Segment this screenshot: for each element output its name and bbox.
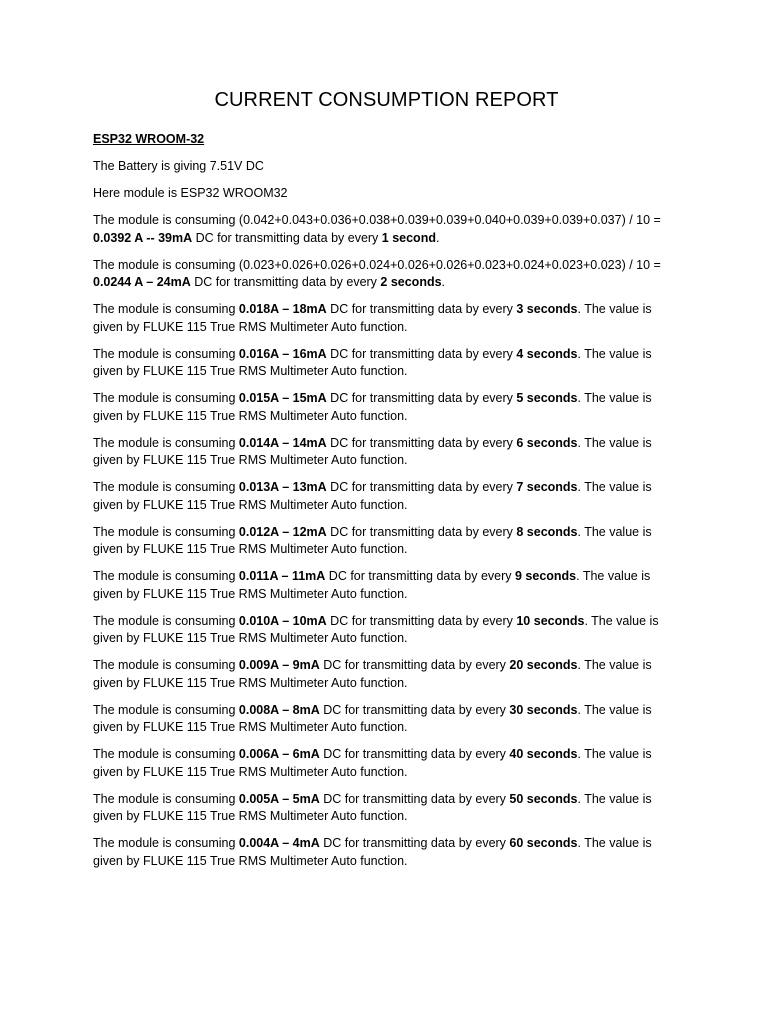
interval-value: 6 seconds — [516, 435, 578, 450]
current-value: 0.016A – 16mA — [238, 346, 327, 361]
current-value: 0.0392 A -- 39mA — [93, 230, 193, 245]
measurement-paragraph: The module is consuming 0.012A – 12mA DC for transmitting data by every 8 seconds. The value is given by FLUKE 115 True RMS Multimeter Auto function. — [93, 524, 652, 556]
measurement-paragraph: The module is consuming 0.018A – 18mA DC for transmitting data by every 3 seconds. The value is given by FLUKE 115 True RMS Multimeter Auto function. — [93, 302, 652, 334]
measurement-paragraph: The module is consuming 0.014A – 14mA DC for transmitting data by every 6 seconds. The value is given by FLUKE 115 True RMS Multimeter Auto function. — [93, 435, 652, 467]
interval-value: 9 seconds — [514, 569, 577, 583]
measurement-paragraph: The module is consuming 0.005A – 5mA DC for transmitting data by every 50 seconds. The value is given by FLUKE 115 True RMS Multimeter Auto function. — [93, 791, 652, 823]
measurement-paragraph: The module is consuming (0.023+0.026+0.026+0.024+0.026+0.026+0.023+0.024+0.023+0.023) / 10 = 0.0244 A – 24mA DC for transmitting data by every 2 seconds. — [93, 257, 661, 289]
interval-value: 60 seconds — [509, 836, 578, 850]
page-title: CURRENT CONSUMPTION REPORT — [214, 89, 559, 111]
current-value: 0.009A – 9mA — [238, 658, 320, 672]
current-value: 0.005A – 5mA — [238, 791, 320, 806]
interval-value: 8 seconds — [516, 524, 578, 539]
interval-value: 20 seconds — [509, 658, 578, 672]
measurement-paragraph: The module is consuming 0.008A – 8mA DC for transmitting data by every 30 seconds. The value is given by FLUKE 115 True RMS Multimeter Auto function. — [93, 702, 652, 734]
current-value: 0.015A – 15mA — [238, 391, 327, 405]
interval-value: 4 seconds — [516, 346, 578, 361]
interval-value: 7 seconds — [516, 480, 578, 494]
measurement-paragraph: The module is consuming 0.016A – 16mA DC for transmitting data by every 4 seconds. The value is given by FLUKE 115 True RMS Multimeter Auto function. — [93, 346, 652, 378]
interval-value: 40 seconds — [509, 747, 578, 761]
battery-line: The Battery is giving 7.51V DC — [93, 159, 264, 173]
measurement-paragraph: The module is consuming 0.010A – 10mA DC for transmitting data by every 10 seconds. The value is given by FLUKE 115 True RMS Multimeter Auto function. — [93, 613, 659, 645]
measurement-paragraph: The module is consuming (0.042+0.043+0.036+0.038+0.039+0.039+0.040+0.039+0.039+0.037) / 10 = 0.0392 A -- 39mA DC for transmitting data by every 1 second. — [93, 213, 661, 245]
measurement-paragraph: The module is consuming 0.004A – 4mA DC for transmitting data by every 60 seconds. The value is given by FLUKE 115 True RMS Multimeter Auto function. — [93, 836, 652, 868]
measurement-paragraph: The module is consuming 0.013A – 13mA DC for transmitting data by every 7 seconds. The value is given by FLUKE 115 True RMS Multimeter Auto function. — [93, 480, 652, 512]
current-value: 0.008A – 8mA — [238, 702, 320, 717]
measurement-paragraph: The module is consuming 0.011A – 11mA DC for transmitting data by every 9 seconds. The value is given by FLUKE 115 True RMS Multimeter Auto function. — [93, 569, 651, 601]
current-value: 0.012A – 12mA — [238, 524, 327, 539]
measurement-paragraph: The module is consuming 0.009A – 9mA DC for transmitting data by every 20 seconds. The value is given by FLUKE 115 True RMS Multimeter Auto function. — [93, 658, 652, 690]
measurement-list — [93, 212, 680, 870]
current-value: 0.010A – 10mA — [238, 613, 327, 628]
interval-value: 30 seconds — [509, 702, 578, 717]
measurement-paragraph: The module is consuming 0.015A – 15mA DC for transmitting data by every 5 seconds. The value is given by FLUKE 115 True RMS Multimeter Auto function. — [93, 391, 652, 423]
interval-value: 1 second — [381, 230, 436, 245]
interval-value: 5 seconds — [516, 391, 578, 405]
current-value: 0.014A – 14mA — [238, 435, 327, 450]
current-value: 0.018A – 18mA — [238, 302, 327, 316]
measurement-paragraph: The module is consuming 0.006A – 6mA DC for transmitting data by every 40 seconds. The value is given by FLUKE 115 True RMS Multimeter Auto function. — [93, 747, 652, 779]
current-value: 0.006A – 6mA — [238, 747, 320, 761]
current-value: 0.013A – 13mA — [238, 480, 327, 494]
interval-value: 3 seconds — [516, 302, 578, 316]
current-value: 0.011A – 11mA — [238, 569, 326, 583]
interval-value: 10 seconds — [516, 613, 585, 628]
module-subtitle: ESP32 WROOM-32 — [93, 132, 205, 146]
interval-value: 50 seconds — [509, 791, 578, 806]
module-line: Here module is ESP32 WROOM32 — [93, 186, 288, 200]
interval-value: 2 seconds — [380, 275, 442, 289]
current-value: 0.0244 A – 24mA — [93, 275, 191, 289]
current-value: 0.004A – 4mA — [238, 836, 320, 850]
